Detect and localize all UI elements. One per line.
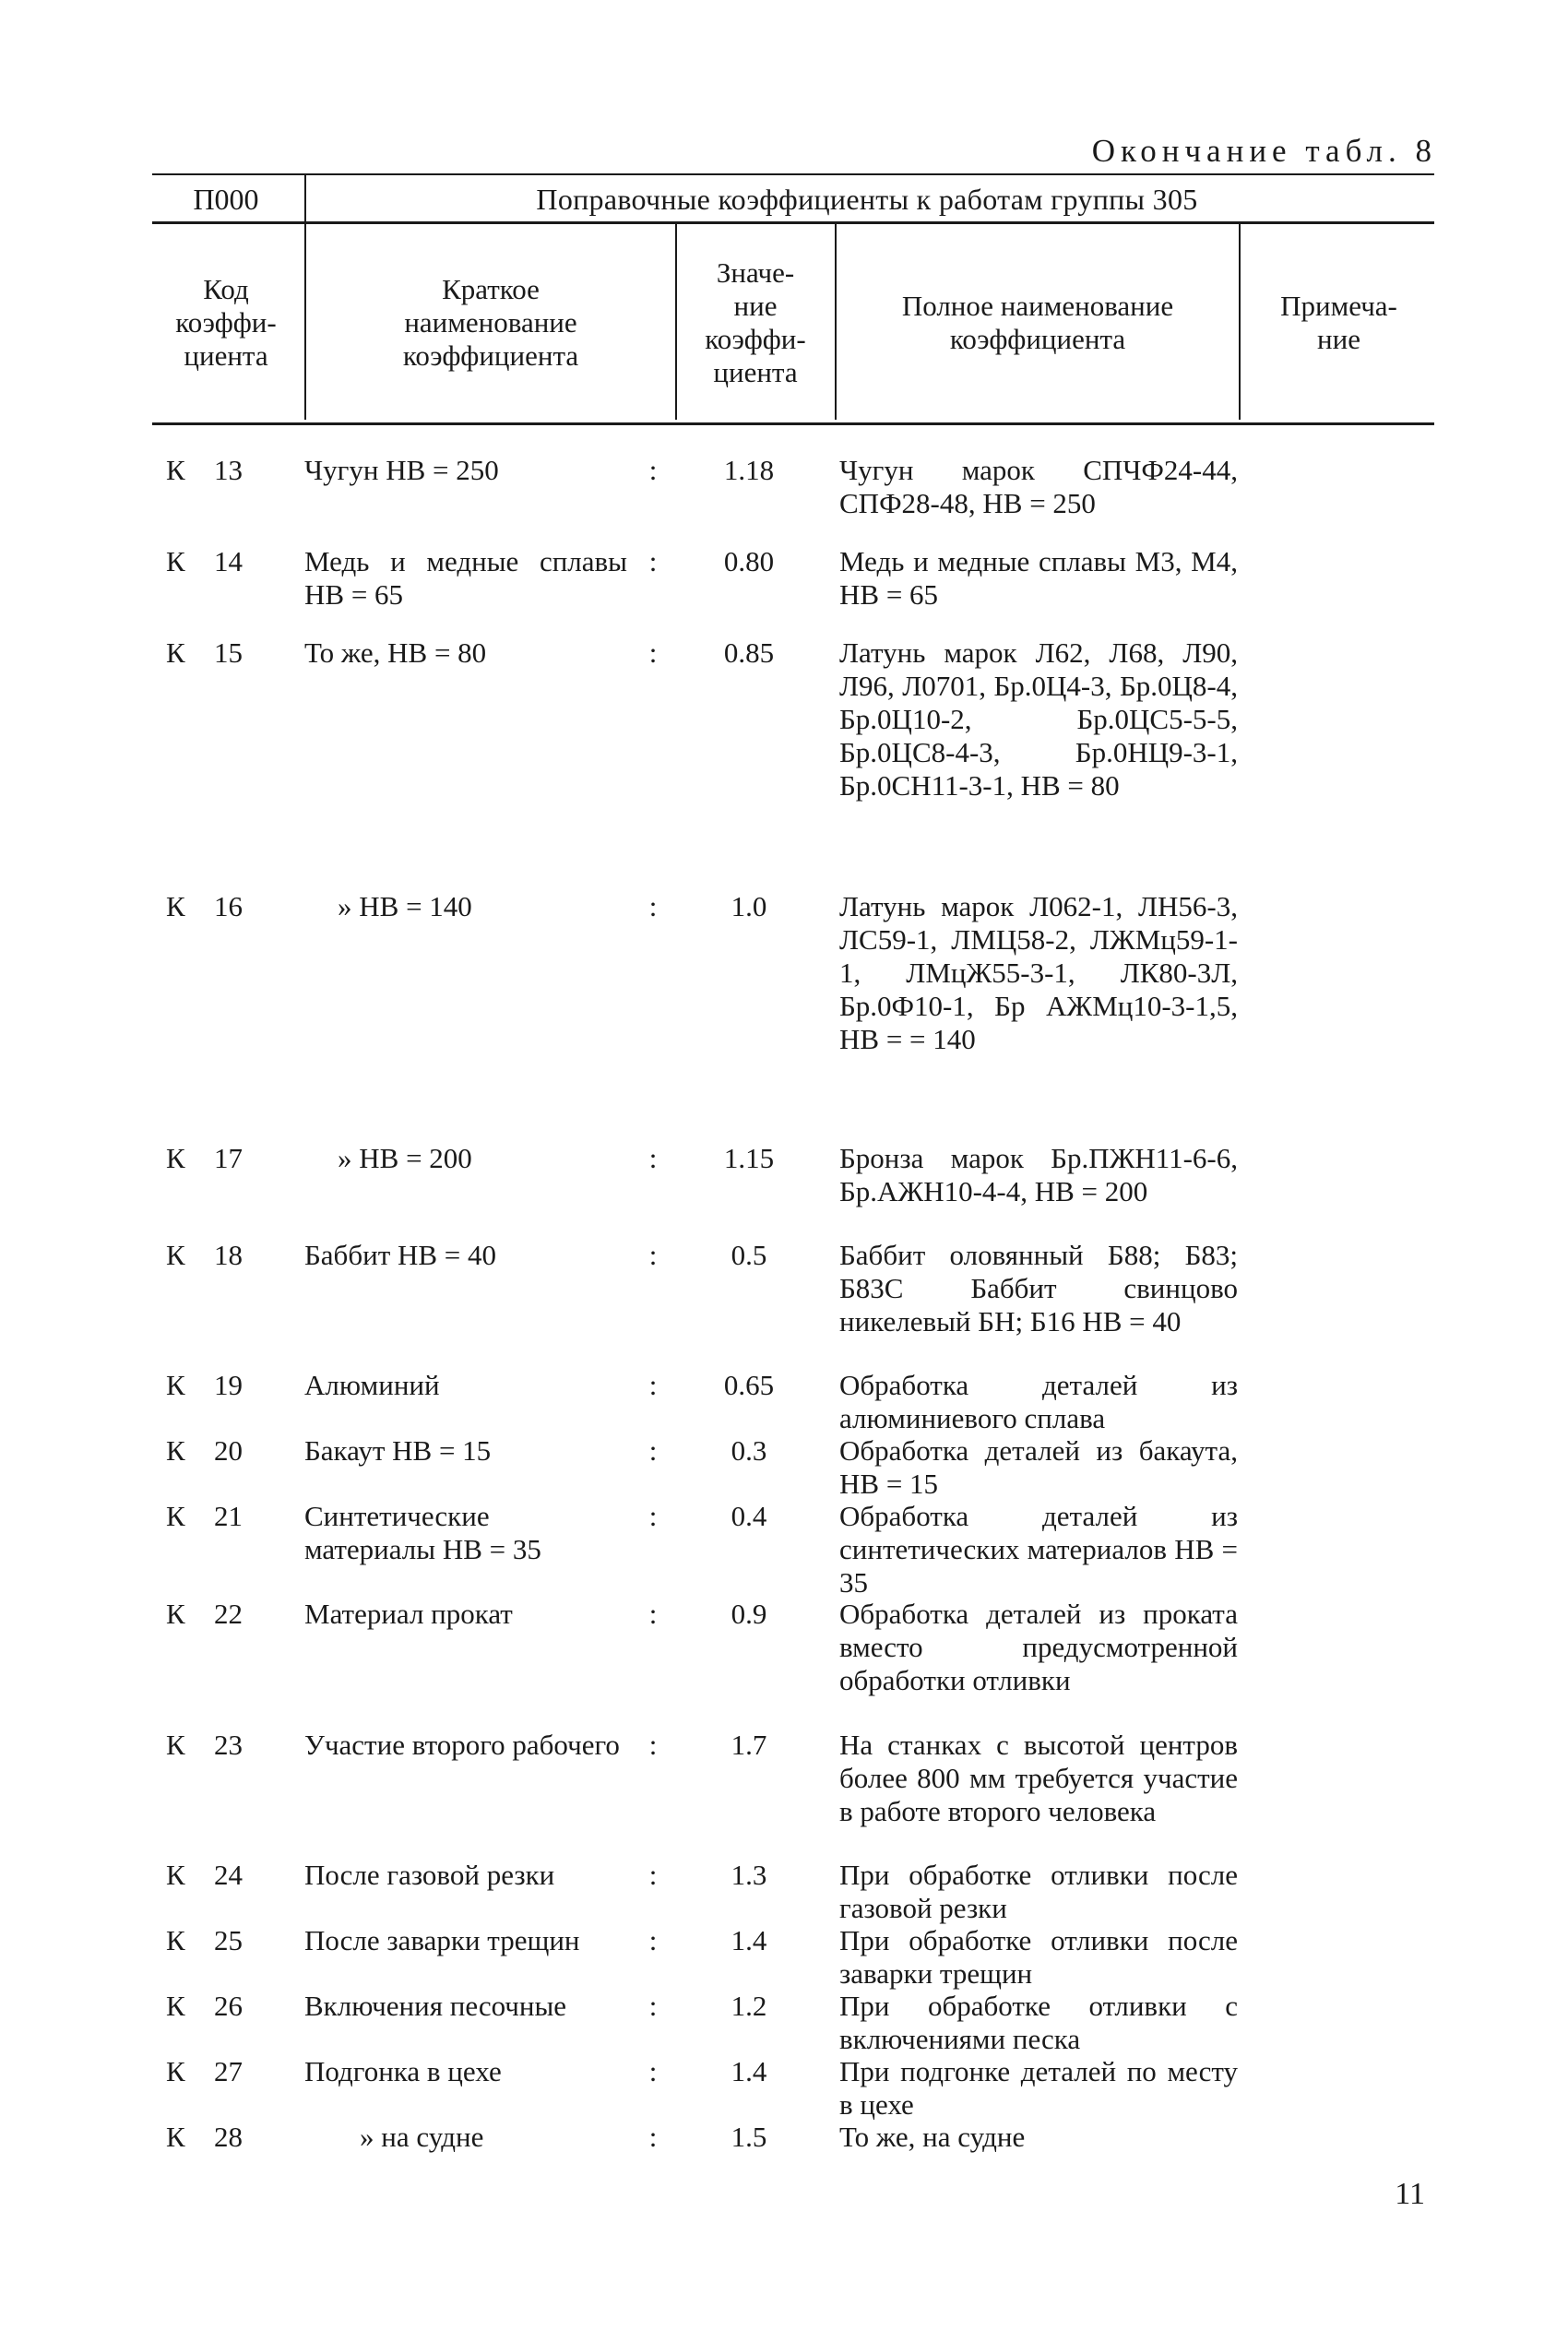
row-colon: :: [648, 1924, 658, 1956]
header-divider: [304, 175, 306, 221]
row-colon: :: [648, 636, 658, 669]
row-k: К: [166, 1142, 185, 1174]
row-short-name: » НВ = 200: [338, 1142, 472, 1174]
group-title: Поправочные коэффициенты к работам группы 305: [536, 183, 1198, 216]
row-colon: :: [648, 1729, 658, 1761]
row-value: 0.9: [731, 1598, 767, 1630]
row-full-name: При подгонке деталей по месту в цехе: [839, 2055, 1238, 2121]
row-short-name: Подгонка в цехе: [304, 2055, 502, 2087]
row-value: 1.5: [731, 2121, 767, 2153]
row-k: К: [166, 2121, 185, 2153]
row-value: 0.5: [731, 1239, 767, 1271]
column-header-value: Значе- ние коэффи- циента: [705, 256, 806, 388]
col-divider-1: [304, 224, 306, 420]
col-divider-2: [675, 224, 677, 420]
row-code-number: 28: [214, 2121, 243, 2153]
row-value: 1.18: [723, 454, 775, 486]
row-code-number: 21: [214, 1500, 243, 1532]
row-short-name: Чугун НВ = 250: [304, 454, 499, 486]
row-full-name: Латунь марок Л062-1, ЛН56-3, ЛС59-1, ЛМЦ58-2, ЛЖМц59-1-1, ЛМцЖ55-3-1, ЛК80-3Л, Бр.0Ф10-1, Бр АЖМц10-3-1,5, НВ = = 140: [839, 890, 1238, 1055]
row-colon: :: [648, 2121, 658, 2153]
row-short-name: После заварки трещин: [304, 1924, 580, 1956]
row-colon: :: [648, 545, 658, 577]
row-short-name: Бакаут НВ = 15: [304, 1434, 492, 1467]
row-colon: :: [648, 454, 658, 486]
row-short-name: Баббит НВ = 40: [304, 1239, 497, 1271]
row-full-name: Обработка деталей из проката вместо предусмотренной обработки отливки: [839, 1598, 1238, 1696]
row-short-name: » НВ = 140: [338, 890, 472, 922]
row-value: 1.2: [731, 1990, 767, 2022]
row-value: 1.4: [731, 2055, 767, 2087]
top-rule: [152, 173, 1434, 175]
page-number: 11: [1395, 2177, 1425, 2211]
row-full-name: При обработке отливки после заварки трещин: [839, 1924, 1238, 1990]
row-full-name: Обработка деталей из синтетических материалов НВ = 35: [839, 1500, 1238, 1599]
row-k: К: [166, 1924, 185, 1956]
row-k: К: [166, 890, 185, 922]
row-k: К: [166, 1598, 185, 1630]
row-k: К: [166, 1239, 185, 1271]
header-rule: [152, 221, 1434, 224]
column-header-rule: [152, 422, 1434, 425]
row-full-name: Медь и медные сплавы М3, М4, НВ = 65: [839, 545, 1238, 611]
row-code-number: 13: [214, 454, 243, 486]
row-code-number: 16: [214, 890, 243, 922]
row-k: К: [166, 1369, 185, 1401]
row-k: К: [166, 1729, 185, 1761]
row-code-number: 27: [214, 2055, 243, 2087]
row-full-name: Бронза марок Бр.ПЖН11-6-6, Бр.АЖН10-4-4, НВ = 200: [839, 1142, 1238, 1207]
column-header-full: Полное наименование коэффициента: [901, 290, 1174, 355]
row-full-name: То же, на судне: [839, 2121, 1026, 2153]
row-k: К: [166, 1990, 185, 2022]
row-k: К: [166, 2055, 185, 2087]
row-colon: :: [648, 1500, 658, 1532]
row-value: 1.3: [731, 1859, 767, 1891]
row-value: 1.7: [731, 1729, 767, 1761]
row-k: К: [166, 1434, 185, 1467]
row-colon: :: [648, 1142, 658, 1174]
row-code-number: 24: [214, 1859, 243, 1891]
row-colon: :: [648, 1434, 658, 1467]
row-code-number: 20: [214, 1434, 243, 1467]
row-short-name: После газовой резки: [304, 1859, 555, 1891]
row-short-name: Материал прокат: [304, 1598, 513, 1630]
row-code-number: 17: [214, 1142, 243, 1174]
row-full-name: Чугун марок СПЧФ24-44, СПФ28-48, НВ = 250: [839, 454, 1238, 519]
row-full-name: При обработке отливки после газовой резки: [839, 1859, 1238, 1924]
column-header-short: Краткое наименование коэффициента: [402, 273, 579, 372]
row-code-number: 15: [214, 636, 243, 669]
row-full-name: На станках с высотой центров более 800 мм требуется участие в работе второго человека: [839, 1729, 1238, 1827]
row-short-name: » на судне: [360, 2121, 484, 2153]
row-code-number: 22: [214, 1598, 243, 1630]
continuation-title: Окончание табл. 8: [1091, 133, 1437, 169]
column-header-note: Примеча- ние: [1280, 290, 1397, 355]
row-value: 0.80: [723, 545, 775, 577]
row-full-name: Обработка деталей из алюминиевого сплава: [839, 1369, 1238, 1434]
column-header-code: Код коэффи- циента: [175, 273, 277, 372]
row-short-name: Алюминий: [304, 1369, 440, 1401]
row-code-number: 23: [214, 1729, 243, 1761]
row-value: 1.0: [731, 890, 767, 922]
row-code-number: 18: [214, 1239, 243, 1271]
row-short-name: Синтетические материалы НВ = 35: [304, 1500, 541, 1565]
row-colon: :: [648, 1369, 658, 1401]
row-code-number: 25: [214, 1924, 243, 1956]
row-colon: :: [648, 1990, 658, 2022]
row-value: 1.15: [723, 1142, 775, 1174]
row-k: К: [166, 1500, 185, 1532]
row-code-number: 26: [214, 1990, 243, 2022]
row-colon: :: [648, 1239, 658, 1271]
row-full-name: Баббит оловянный Б88; Б83; Б83С Баббит свинцово никелевый БН; Б16 НВ = 40: [839, 1239, 1238, 1337]
row-value: 0.3: [731, 1434, 767, 1467]
row-colon: :: [648, 2055, 658, 2087]
row-full-name: Латунь марок Л62, Л68, Л90, Л96, Л0701, Бр.0Ц4-3, Бр.0Ц8-4, Бр.0Ц10-2, Бр.0ЦС5-5-5, Бр.0ЦС8-4-3, Бр.0НЦ9-3-1, Бр.0СН11-3-1, НВ = 80: [839, 636, 1238, 802]
row-code-number: 19: [214, 1369, 243, 1401]
row-value: 0.4: [731, 1500, 767, 1532]
row-k: К: [166, 636, 185, 669]
row-short-name: Участие второго рабочего: [304, 1729, 620, 1761]
row-full-name: При обработке отливки с включениями песка: [839, 1990, 1238, 2055]
row-k: К: [166, 1859, 185, 1891]
row-value: 0.85: [723, 636, 775, 669]
row-value: 0.65: [723, 1369, 775, 1401]
row-colon: :: [648, 1598, 658, 1630]
row-short-name: Медь и медные сплавы НВ = 65: [304, 545, 627, 611]
row-value: 1.4: [731, 1924, 767, 1956]
row-code-number: 14: [214, 545, 243, 577]
group-code: П000: [193, 183, 259, 216]
row-colon: :: [648, 1859, 658, 1891]
row-colon: :: [648, 890, 658, 922]
row-full-name: Обработка деталей из бакаута, НВ = 15: [839, 1434, 1238, 1500]
row-k: К: [166, 545, 185, 577]
col-divider-4: [1239, 224, 1241, 420]
col-divider-3: [835, 224, 837, 420]
row-short-name: То же, НВ = 80: [304, 636, 487, 669]
row-k: К: [166, 454, 185, 486]
row-short-name: Включения песочные: [304, 1990, 567, 2022]
